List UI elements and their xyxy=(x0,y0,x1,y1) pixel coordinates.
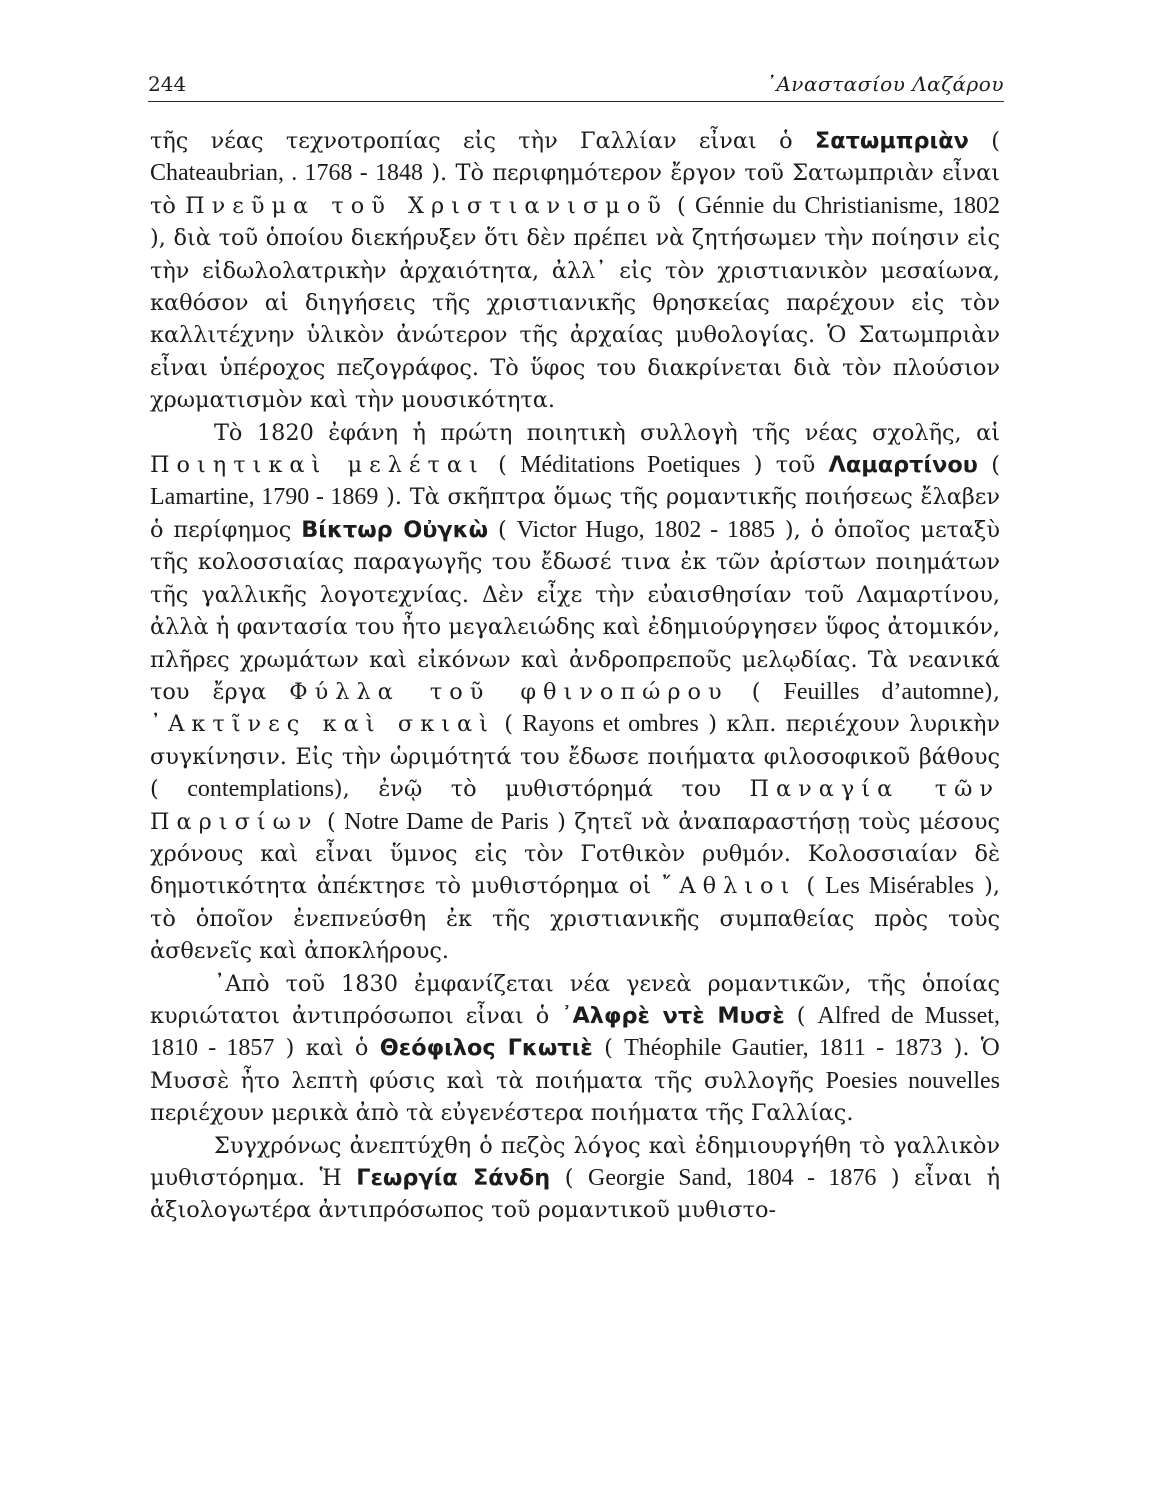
french-reference: Chateaubrian, . 1768 - 1848 xyxy=(150,160,423,187)
text-run: ) ζητεῖ νὰ ἀναπαραστήσῃ τοὺς μέσους χρόνους καὶ εἶναι ὕμνος εἰς τὸν Γοτθικὸν ρυθμόν. Κολοσσιαίαν δὲ δημοτικότητα ἀπέκτησε τὸ μυθιστόρημα οἱ xyxy=(150,808,1000,900)
text-run: ( xyxy=(318,808,345,835)
work-title: ᾿Ακτῖνες καὶ σκιαὶ xyxy=(150,711,495,738)
text-run: ( xyxy=(977,452,1000,479)
french-reference: Méditations Poetiques xyxy=(520,452,741,479)
french-reference: contemplations xyxy=(187,776,334,803)
body-text xyxy=(150,125,1000,1227)
french-reference: Poesies nouvelles xyxy=(825,1067,1000,1094)
author-name: Γεωργία Σάνδη xyxy=(356,1165,551,1191)
page-number: 244 xyxy=(148,72,187,96)
paragraph xyxy=(150,125,1000,417)
text-run: ). Ὁ Μυσσὲ ἦτο λεπτὴ φύσις καὶ τὰ ποιήματα τῆς συλλογῆς xyxy=(150,1035,1000,1094)
french-reference: Feuilles d’automne xyxy=(783,678,985,705)
text-run: ( xyxy=(592,1035,625,1062)
work-title: Φύλλα τοῦ φθινοπώρου xyxy=(289,678,729,705)
work-title: Παναγία τῶν Παρισίων xyxy=(150,776,1000,835)
french-reference: Génnie du Christianisme, 1802 xyxy=(695,192,1000,219)
french-reference: Les Misérables xyxy=(825,873,975,900)
french-reference: Victor Hugo, 1802 - 1885 xyxy=(516,516,775,543)
french-reference: Notre Dame de Paris xyxy=(344,808,549,835)
text-run: ( xyxy=(488,516,517,543)
paragraph xyxy=(150,417,1000,968)
text-run: Συγχρόνως ἀνεπτύχθη ὁ πεζὸς λόγος καὶ ἐδημιουργήθη τὸ γαλλικὸν μυθιστόρημα. Ἡ xyxy=(150,1132,1000,1191)
text-run: ) τοῦ xyxy=(740,452,829,479)
header-rule xyxy=(148,101,1004,102)
text-run: ( xyxy=(494,711,523,738)
text-run: Τὸ 1820 ἐφάνη ἡ πρώτη ποιητικὴ συλλογὴ τῆς νέας σχολῆς, αἱ xyxy=(214,419,1000,446)
text-run: ) καὶ ὁ xyxy=(274,1035,380,1062)
text-run: ), xyxy=(984,678,1000,705)
running-head: ᾿Αναστασίου Λαζάρου xyxy=(765,72,1004,96)
paragraph xyxy=(150,1130,1000,1227)
author-name: Λαμαρτίνου xyxy=(828,452,978,479)
work-title: Ποιητικαὶ μελέται xyxy=(150,452,485,479)
french-reference: Théophile Gautier, 1811 - 1873 xyxy=(624,1035,943,1062)
author-name: Θεόφιλος Γκωτιὲ xyxy=(379,1035,593,1062)
text-run: περιέχουν μερικὰ ἀπὸ τὰ εὐγενέστερα ποιήματα τῆς Γαλλίας. xyxy=(150,1100,854,1127)
text-run: ( xyxy=(667,192,696,219)
page-header xyxy=(148,62,1004,102)
paragraph xyxy=(150,968,1000,1130)
text-run: ( xyxy=(968,128,1000,154)
text-run: ( xyxy=(784,1002,818,1029)
text-run: ᾿Απὸ τοῦ 1830 ἐμφανίζεται νέα γενεὰ ρομαντικῶν, τῆς ὁποίας κυριώτατοι ἀντιπρόσωποι εἶναι ὁ xyxy=(150,970,1000,1029)
text-run: ( xyxy=(796,873,826,900)
french-reference: Lamartine, 1790 - 1869 xyxy=(150,484,379,511)
text-run: τῆς νέας τεχνοτροπίας εἰς τὴν Γαλλίαν εἶναι ὁ xyxy=(150,128,815,154)
text-run: ), διὰ τοῦ ὁποίου διεκήρυξεν ὅτι δὲν πρέπει νὰ ζητήσωμεν τὴν ποίησιν εἰς τὴν εἰδωλολατρικὴν ἀρχαιότητα, ἀλλ᾿ εἰς τὸν χριστιανικὸν μεσαίωνα, καθόσον αἱ διηγήσεις τῆς χριστιανικῆς θρησκείας παρέχουν εἰς τὸν καλλιτέχνην ὑλικὸν ἀνώτερον τῆς ἀρχαίας μυθολογίας. Ὁ Σατωμπριὰν εἶναι ὑπέροχος πεζογράφος. Τὸ ὕφος του διακρίνεται διὰ τὸν πλούσιον χρωματισμὸν καὶ τὴν μουσικότητα. xyxy=(150,225,1000,414)
author-name: Βίκτωρ Οὐγκὼ xyxy=(301,516,489,543)
author-name: ᾿Αλφρὲ ντὲ Μυσὲ xyxy=(561,1002,785,1029)
text-run: ( xyxy=(728,678,784,705)
text-run: ) εἶναι ἡ ἀξιολογωτέρα ἀντιπρόσωπος τοῦ ρομαντικοῦ μυθιστο- xyxy=(150,1165,1000,1224)
text-run: ), ὁ ὁποῖος μεταξὺ τῆς κολοσσιαίας παραγωγῆς του ἔδωσέ τινα ἐκ τῶν ἀρίστων ποιημάτων τῆς γαλλικῆς λογοτεχνίας. Δὲν εἶχε τὴν εὐαισθησίαν τοῦ Λαμαρτίνου, ἀλλὰ ἡ φαντασία του ἦτο μεγαλειώδης καὶ ἐδημιούργησεν ὕφος ἀτομικόν, πλῆρες χρωμάτων καὶ εἰκόνων καὶ ἀνδροπρεποῦς μελῳδίας. Τὰ νεανικά του ἔργα xyxy=(150,516,1000,705)
author-name: Σατωμπριὰν xyxy=(814,128,969,154)
text-run: ). Τὸ περιφημότερον ἔργον τοῦ Σατωμπριὰν εἶναι τὸ xyxy=(150,160,1000,219)
text-run: ), ἐνῷ τὸ μυθιστόρημά του xyxy=(333,776,750,803)
text-run: ), τὸ ὁποῖον ἐνεπνεύσθη ἐκ τῆς χριστιανικῆς συμπαθείας πρὸς τοὺς ἀσθενεῖς καὶ ἀποκλήρους. xyxy=(150,873,1000,965)
text-run: ). Τὰ σκῆπτρα ὅμως τῆς ρομαντικῆς ποιήσεως ἔλαβεν ὁ περίφημος xyxy=(150,484,1000,543)
text-run: ( xyxy=(484,452,521,479)
text-run: ( xyxy=(550,1165,588,1191)
french-reference: Georgie Sand, 1804 - 1876 xyxy=(587,1165,877,1191)
work-title: Πνεῦμα τοῦ Χριστιανισμοῦ xyxy=(185,192,668,219)
french-reference: Rayons et ombres xyxy=(522,711,699,738)
french-reference: Alfred de Musset, 1810 - 1857 xyxy=(150,1002,1000,1062)
text-run: ) κλπ. περιέχουν λυρικὴν συγκίνησιν. Εἰς τὴν ὡριμότητά του ἔδωσε ποιήματα φιλοσοφικοῦ βάθους ( xyxy=(150,711,1000,803)
work-title: ῎Αθλιοι xyxy=(661,873,797,900)
